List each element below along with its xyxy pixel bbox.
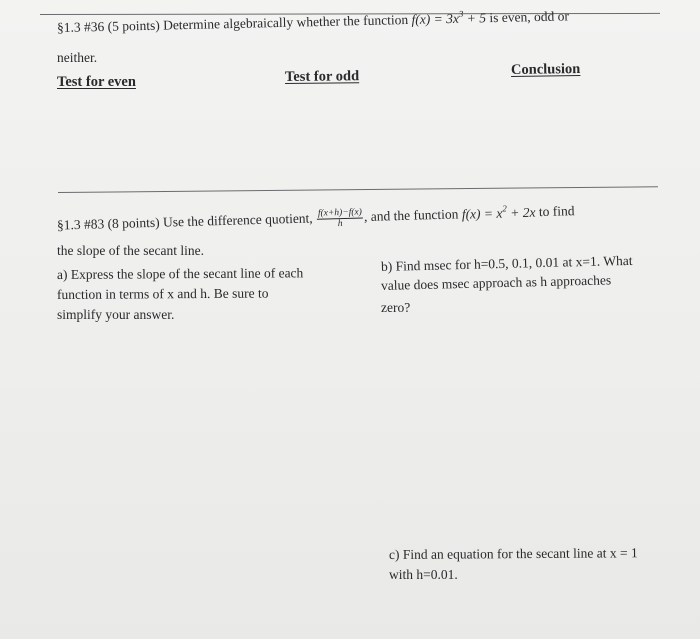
q1-function-exponent: 3 bbox=[458, 8, 464, 19]
middle-divider bbox=[58, 186, 658, 193]
q2-function-exponent: 2 bbox=[502, 203, 507, 214]
q1-tail: is even, odd or bbox=[485, 8, 570, 26]
q2-tail: to find bbox=[535, 203, 575, 220]
q2-function bbox=[462, 204, 536, 221]
q1-heading-even: Test for even bbox=[57, 74, 136, 90]
q2-middle: , and the function bbox=[363, 206, 463, 225]
q2-function-base: f(x) = x bbox=[461, 205, 503, 222]
part-b-line3: zero? bbox=[381, 300, 411, 315]
part-b-line2: value does msec approach as h approaches bbox=[380, 272, 612, 293]
q1-heading-odd: Test for odd bbox=[284, 68, 360, 85]
part-c-line1: c) Find an equation for the secant line at x = 1 bbox=[388, 545, 638, 562]
q2-prompt-line1 bbox=[57, 202, 575, 237]
q2-function-linear-term: + 2x bbox=[506, 204, 536, 221]
part-a-line1: a) Express the slope of the secant line of each bbox=[56, 265, 304, 282]
q1-function-constant: + 5 bbox=[463, 10, 487, 26]
difference-quotient bbox=[317, 207, 364, 229]
part-a-line3: simplify your answer. bbox=[57, 307, 175, 322]
q2-prompt-line2: the slope of the secant line. bbox=[57, 243, 204, 258]
q1-intro: §1.3 #36 (5 points) Determine algebraically whether the function bbox=[56, 11, 412, 35]
q1-prompt-line1 bbox=[57, 7, 569, 36]
difference-quotient-denominator: h bbox=[337, 219, 343, 230]
part-c-line2: with h=0.01. bbox=[389, 567, 458, 582]
difference-quotient-numerator: f(x+h)−f(x) bbox=[317, 207, 363, 219]
part-a-line2: function in terms of x and h. Be sure to bbox=[56, 285, 269, 302]
q1-function bbox=[411, 10, 486, 27]
q2-intro: §1.3 #83 (8 points) Use the difference quotient, bbox=[56, 210, 317, 233]
part-b-line1: b) Find msec for h=0.5, 0.1, 0.01 at x=1. What bbox=[380, 252, 633, 274]
q1-function-base: f(x) = 3x bbox=[411, 10, 460, 27]
q1-heading-conclusion: Conclusion bbox=[510, 61, 581, 78]
q1-prompt-line2: neither. bbox=[57, 50, 98, 65]
